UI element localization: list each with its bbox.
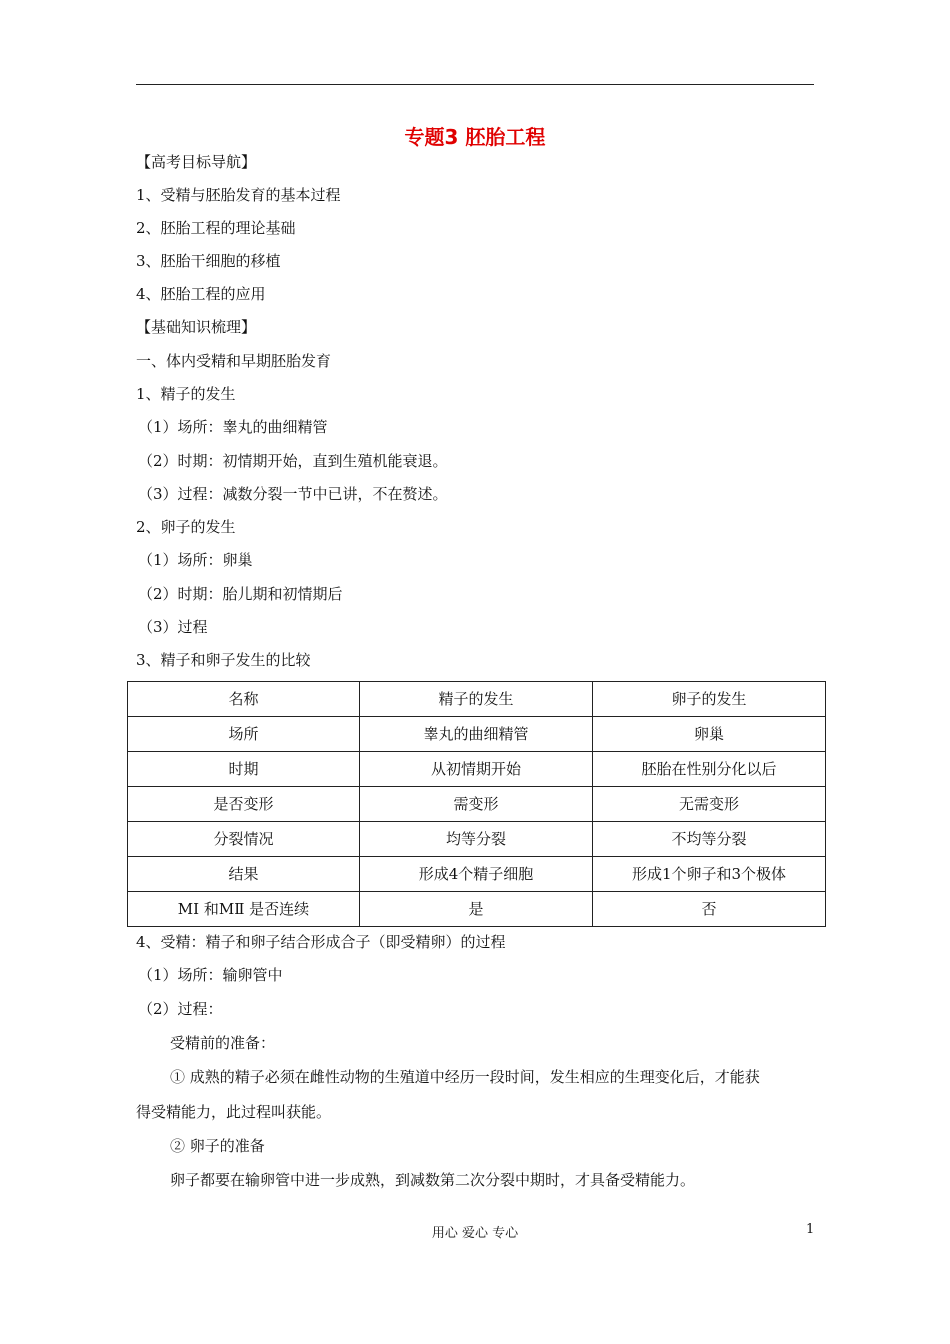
page-number: 1 [806,1222,815,1237]
table-row [128,857,826,892]
table-cell: 是否变形 [128,787,360,822]
goal-item: 2、胚胎工程的理论基础 [136,219,296,237]
table-cell: 否 [593,892,826,927]
topic-heading: 3、精子和卵子发生的比较 [136,651,311,669]
text-line: （2）时期：初情期开始，直到生殖机能衰退。 [138,452,448,470]
table-cell: 结果 [128,857,360,892]
text-line: （3）过程：减数分裂一节中已讲，不在赘述。 [138,485,448,503]
table-row [128,682,826,717]
table-cell: 无需变形 [593,787,826,822]
table-row [128,822,826,857]
page-footer: 用心 爱心 专心 [431,1226,519,1241]
table-cell: 卵子的发生 [593,682,826,717]
table-cell: 胚胎在性别分化以后 [593,752,826,787]
text-line: （1）场所：输卵管中 [138,966,283,984]
table-row [128,752,826,787]
table-cell: 卵巢 [593,717,826,752]
paragraph-line: 得受精能力，此过程叫获能。 [136,1103,332,1121]
goal-item: 1、受精与胚胎发育的基本过程 [136,186,341,204]
paragraph-line: 卵子都要在输卵管中进一步成熟，到减数第二次分裂中期时，才具备受精能力。 [170,1171,696,1189]
text-line: ② 卵子的准备 [170,1137,265,1155]
page-title: 专题3 胚胎工程 [404,125,546,149]
text-line: （1）场所：卵巢 [138,551,253,569]
subsection-heading: 一、体内受精和早期胚胎发育 [136,352,332,370]
text-line: 受精前的准备： [170,1034,276,1052]
table-cell: 不均等分裂 [593,822,826,857]
topic-heading: 4、受精：精子和卵子结合形成合子（即受精卵）的过程 [136,933,506,951]
section-heading-goals: 【高考目标导航】 [136,153,257,171]
table-cell: 均等分裂 [360,822,593,857]
goal-item: 3、胚胎干细胞的移植 [136,252,281,270]
table-cell: 是 [360,892,593,927]
text-line: （1）场所：睾丸的曲细精管 [138,418,328,436]
goal-item: 4、胚胎工程的应用 [136,285,266,303]
table-row [128,892,826,927]
topic-heading: 2、卵子的发生 [136,518,236,536]
paragraph-line: ① 成熟的精子必须在雌性动物的生殖道中经历一段时间，发生相应的生理变化后，才能获 [170,1068,760,1086]
table-cell: 形成1个卵子和3个极体 [593,857,826,892]
comparison-table [127,681,826,927]
text-line: （2）过程： [138,1000,223,1018]
table-cell: 从初情期开始 [360,752,593,787]
table-cell: 时期 [128,752,360,787]
table-row [128,787,826,822]
header-rule [136,84,814,85]
topic-heading: 1、精子的发生 [136,385,236,403]
table-row [128,717,826,752]
table-cell: 精子的发生 [360,682,593,717]
section-heading-basics: 【基础知识梳理】 [136,318,257,336]
table-cell: 名称 [128,682,360,717]
table-cell: 分裂情况 [128,822,360,857]
text-line: （2）时期：胎儿期和初情期后 [138,585,343,603]
table-cell: 形成4个精子细胞 [360,857,593,892]
text-line: （3）过程 [138,618,208,636]
table-cell: 睾丸的曲细精管 [360,717,593,752]
table-cell: 需变形 [360,787,593,822]
table-cell: 场所 [128,717,360,752]
table-cell: MⅠ 和MⅡ 是否连续 [128,892,360,927]
